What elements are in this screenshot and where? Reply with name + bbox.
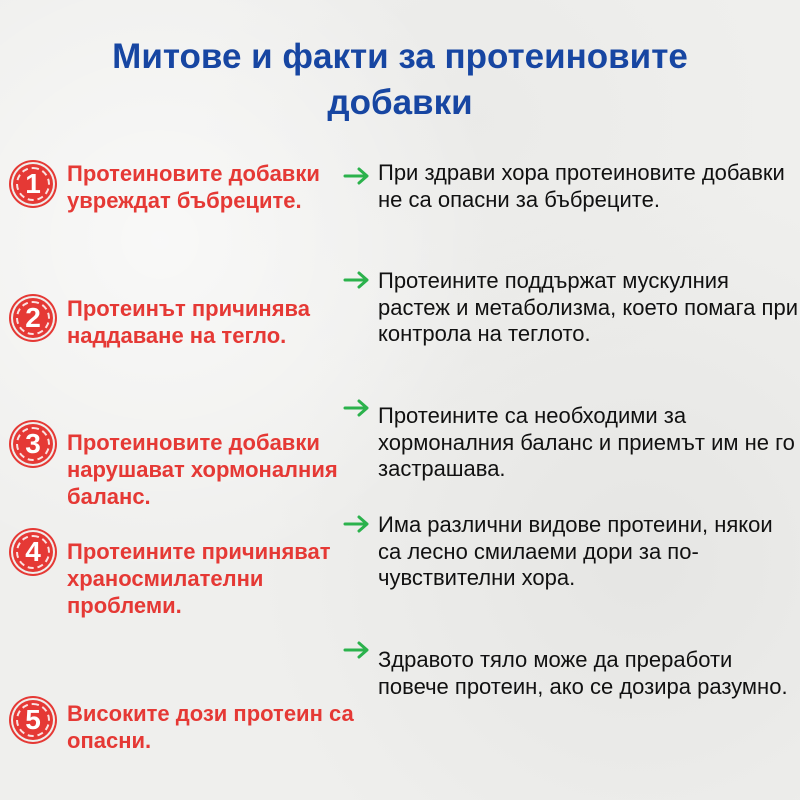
arrow-right-icon [343,514,373,534]
fact-2: Протеините поддържат мускулния растеж и метаболизма, което помага при контрола на теглото. [378,268,798,346]
fact-5: Здравото тяло може да преработи повече протеин, ако се дозира разумно. [378,647,788,699]
myth-3: Протеиновите добавки нарушават хормоналния баланс. [67,430,338,509]
number-badge-2: 2 [13,298,53,338]
arrow-right-icon [343,270,373,290]
fact-4: Има различни видове протеини, някои са лесно смилаеми дори за по-чувствителни хора. [378,512,773,590]
page-title [0,34,800,126]
arrow-right-icon [343,398,373,418]
number-badge-5: 5 [13,700,53,740]
title-line-2: добавки [327,83,473,122]
title-line-1: Митове и факти за протеиновите [112,37,688,76]
number-badge-4: 4 [13,532,53,572]
myth-1: Протеиновите добавки увреждат бъбреците. [67,161,320,213]
myth-5: Високите дози протеин са опасни. [67,701,354,753]
arrow-right-icon [343,166,373,186]
fact-1: При здрави хора протеиновите добавки не са опасни за бъбреците. [378,160,785,212]
number-badge-1: 1 [13,164,53,204]
fact-3: Протеините са необходими за хормоналния баланс и приемът им не го застрашава. [378,403,795,481]
myth-2: Протеинът причинява наддаване на тегло. [67,296,311,348]
arrow-right-icon [343,640,373,660]
myth-4: Протеините причиняват храносмилателни проблеми. [67,539,331,618]
number-badge-3: 3 [13,424,53,464]
